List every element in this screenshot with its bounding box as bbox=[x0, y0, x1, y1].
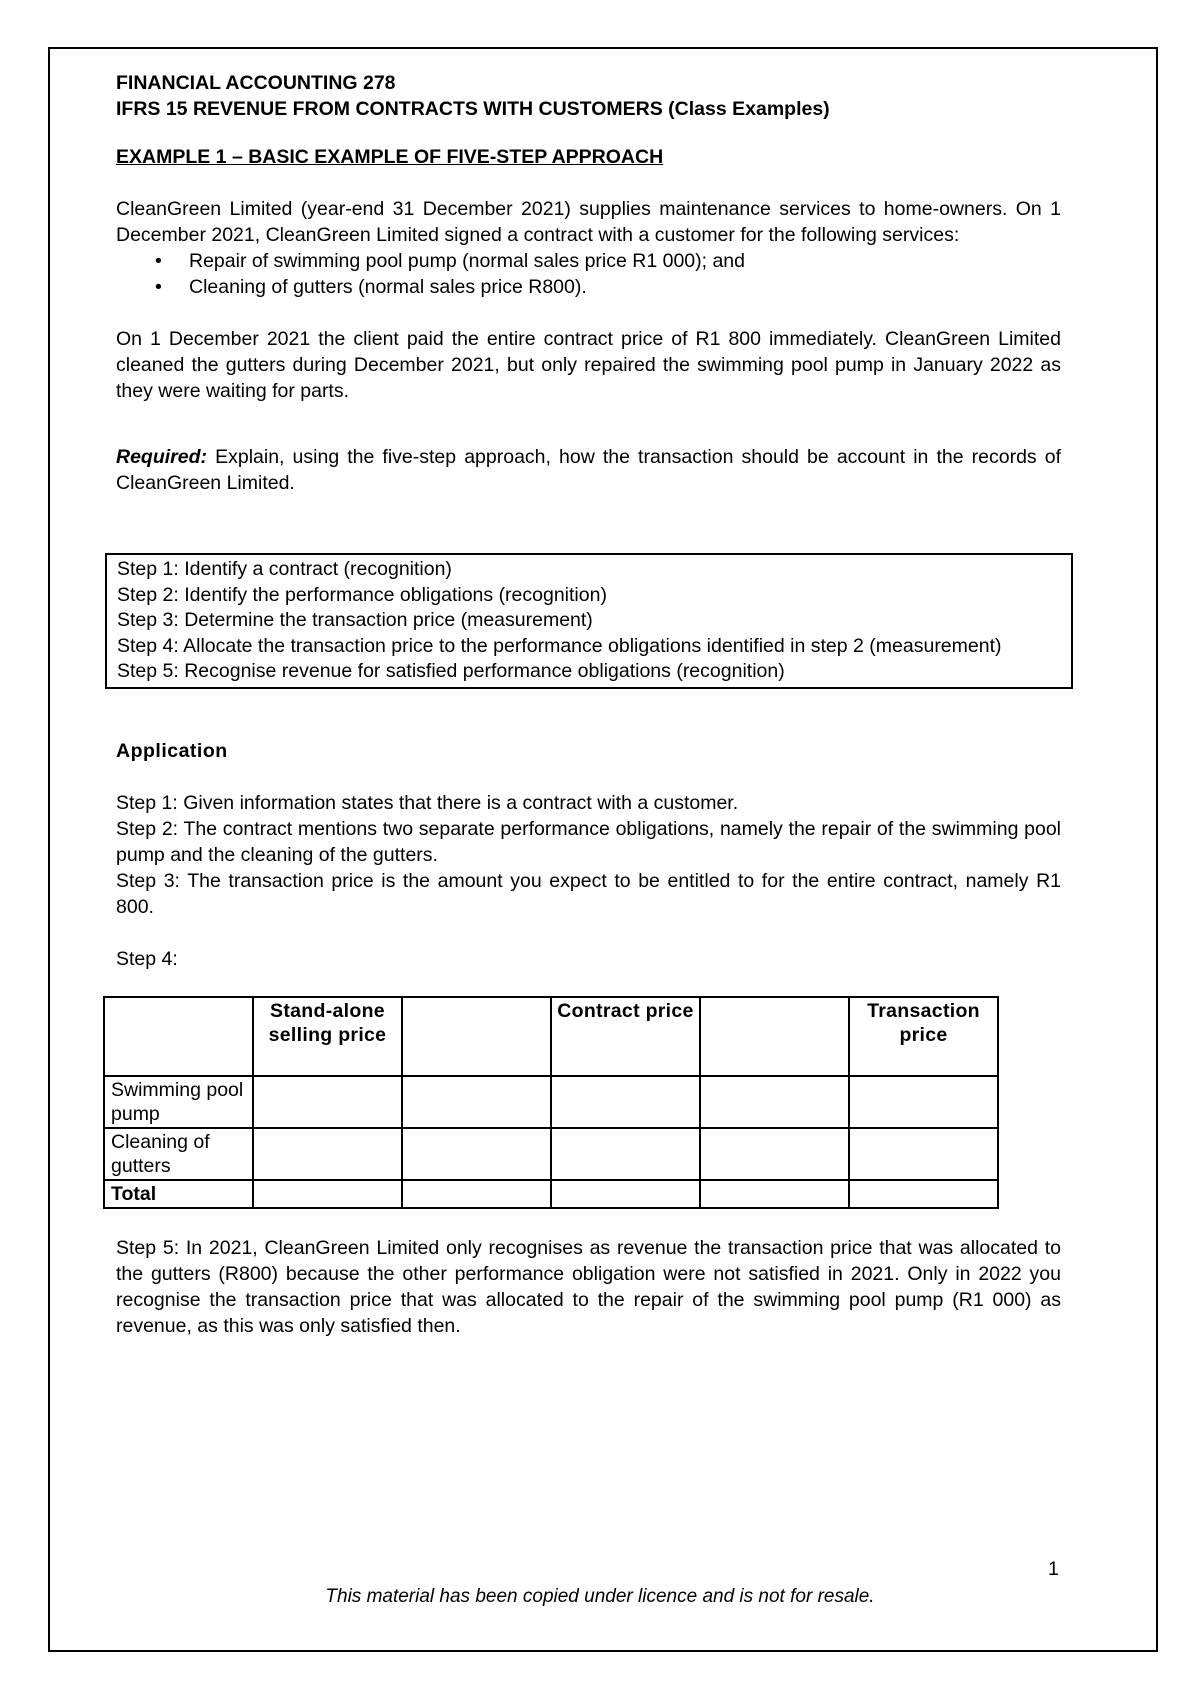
list-item: • Cleaning of gutters (normal sales price R800). bbox=[155, 276, 587, 298]
table-cell bbox=[700, 1128, 849, 1180]
table-header: Stand-alone selling price bbox=[253, 997, 402, 1076]
application-section bbox=[116, 738, 1061, 972]
step-1: Step 1: Identify a contract (recognition) bbox=[117, 558, 452, 580]
table-cell bbox=[700, 1180, 849, 1208]
services-list bbox=[116, 248, 1061, 300]
step-5-paragraph: Step 5: In 2021, CleanGreen Limited only recognises as revenue the transaction price that was allocated to the gutters (R800) because the other performance obligation were not satisfied in 2021. Only in 2022 you recognise the transaction price that was allocated to the repair of the swimming pool pump (R1 000) as revenue, as this was only satisfied then. bbox=[116, 1237, 1061, 1337]
table-header bbox=[402, 997, 551, 1076]
application-heading: Application bbox=[116, 740, 228, 762]
list-item: • Repair of swimming pool pump (normal sales price R1 000); and bbox=[155, 250, 745, 272]
bullet-icon: • bbox=[155, 276, 162, 298]
table-cell bbox=[849, 1128, 998, 1180]
table-cell bbox=[402, 1076, 551, 1128]
table-cell bbox=[551, 1076, 700, 1128]
table-row bbox=[104, 1076, 998, 1128]
table-header-row bbox=[104, 997, 998, 1076]
document-body bbox=[116, 70, 1061, 496]
application-step-3: Step 3: The transaction price is the amount you expect to be entitled to for the entire contract, namely R1 800. bbox=[116, 870, 1061, 918]
licence-note: This material has been copied under licence and is not for resale. bbox=[325, 1586, 875, 1607]
required-paragraph bbox=[116, 444, 1061, 496]
table-header: Transaction price bbox=[849, 997, 998, 1076]
step-4: Step 4: Allocate the transaction price to the performance obligations identified in step 2 (measurement) bbox=[117, 634, 1002, 657]
application-step-1: Step 1: Given information states that there is a contract with a customer. bbox=[116, 792, 739, 814]
table-cell bbox=[253, 1128, 402, 1180]
step-5: Step 5: Recognise revenue for satisfied performance obligations (recognition) bbox=[117, 660, 785, 682]
table-header: Contract price bbox=[551, 997, 700, 1076]
table-cell bbox=[402, 1128, 551, 1180]
payment-paragraph: On 1 December 2021 the client paid the entire contract price of R1 800 immediately. CleanGreen Limited cleaned the gutters during December 2021, but only repaired the swimming pool pump in January 2022 as they were waiting for parts. bbox=[116, 328, 1061, 402]
document-subtitle: IFRS 15 REVENUE FROM CONTRACTS WITH CUSTOMERS (Class Examples) bbox=[116, 98, 830, 120]
application-step-2: Step 2: The contract mentions two separate performance obligations, namely the repair of the swimming pool pump and the cleaning of the gutters. bbox=[116, 818, 1061, 866]
required-label: Required: bbox=[116, 446, 208, 468]
table-cell bbox=[700, 1076, 849, 1128]
page-number: 1 bbox=[1048, 1558, 1059, 1580]
table-row bbox=[104, 1128, 998, 1180]
course-title: FINANCIAL ACCOUNTING 278 bbox=[116, 72, 396, 94]
table-header bbox=[104, 997, 253, 1076]
table-cell bbox=[402, 1180, 551, 1208]
step-3: Step 3: Determine the transaction price (measurement) bbox=[117, 609, 593, 631]
table-cell: Total bbox=[104, 1180, 253, 1208]
example-heading: EXAMPLE 1 – BASIC EXAMPLE OF FIVE-STEP APPROACH bbox=[116, 146, 664, 168]
step-2: Step 2: Identify the performance obligations (recognition) bbox=[117, 583, 607, 606]
intro-paragraph: CleanGreen Limited (year-end 31 December 2021) supplies maintenance services to home-owners. On 1 December 2021, CleanGreen Limited signed a contract with a customer for the following services: bbox=[116, 198, 1061, 246]
allocation-table bbox=[103, 996, 999, 1209]
table-cell: Swimming pool pump bbox=[104, 1076, 253, 1128]
table-cell bbox=[253, 1180, 402, 1208]
table-cell: Cleaning of gutters bbox=[104, 1128, 253, 1180]
table-cell bbox=[551, 1128, 700, 1180]
application-step-4: Step 4: bbox=[116, 948, 178, 970]
table-cell bbox=[849, 1180, 998, 1208]
table-cell bbox=[551, 1180, 700, 1208]
table-cell bbox=[849, 1076, 998, 1128]
required-text: Explain, using the five-step approach, how the transaction should be account in the records of CleanGreen Limited. bbox=[116, 446, 1061, 494]
five-steps-box bbox=[105, 553, 1073, 689]
table-total-row bbox=[104, 1180, 998, 1208]
bullet-icon: • bbox=[155, 250, 162, 272]
table-header bbox=[700, 997, 849, 1076]
table-cell bbox=[253, 1076, 402, 1128]
